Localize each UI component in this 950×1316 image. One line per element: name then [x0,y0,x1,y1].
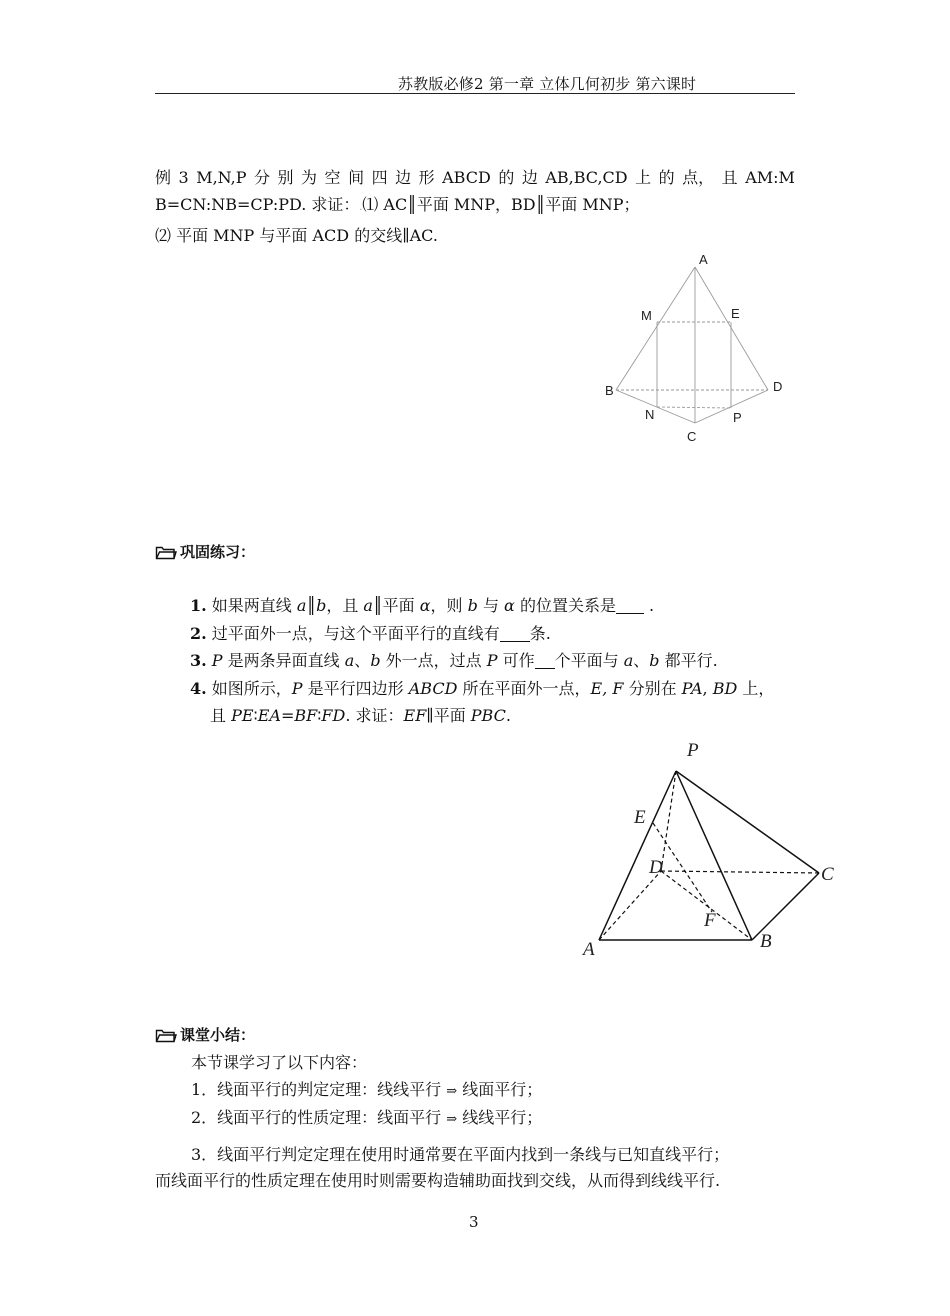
text: . 求证： [345,706,404,725]
var: b [370,651,381,670]
ex3-word: M,N,P [196,168,247,187]
text: 分别在 [623,678,682,698]
practice-item-1 [190,592,800,620]
text: 如图所示， [206,678,292,698]
practice-item-2 [190,620,800,648]
text: 如果两直线 [206,596,297,615]
text: 2．线面平行的性质定理：线面平行 [191,1108,442,1127]
edge-BC [752,873,819,940]
var: b [649,651,660,670]
var: b [467,596,478,615]
var: PE [231,706,254,725]
symbol: ∶ [317,706,322,725]
label-N: N [645,407,655,422]
edge-AB [616,267,695,390]
revision-marker: . [359,203,363,213]
header-rule [155,93,795,94]
implies-symbol: ⇒ [446,1083,458,1099]
answer-blank[interactable] [535,652,555,669]
ex3-word: 边 [521,168,538,187]
var: E, F [590,678,624,698]
ex3-word: 分 [254,168,271,187]
label-M: M [641,308,652,323]
var: EF [403,706,427,725]
ex3-word: 点， [682,168,715,187]
ex3-word: 为 [301,168,318,187]
text: ，则 [430,596,468,615]
edge-PA [599,771,676,940]
text: ∥平面 [426,706,471,725]
text: ║平面 [372,596,420,615]
summary-item-3-line-1: 3．线面平行判定定理在使用时通常要在平面内找到一条线与已知直线平行； [191,1144,730,1164]
ex3-word: AM:M [745,168,795,187]
ex3-word: 的 [658,168,675,187]
var: a [623,651,634,670]
var: α [504,596,515,615]
ex3-word: 的 [498,168,515,187]
var: BD [712,678,738,698]
segment-NP [657,407,731,408]
summary-section-title [155,1024,255,1045]
var: a [296,596,307,615]
text: 是平行四边形 [302,678,409,698]
edge-AD [599,871,661,940]
symbol: ║ [306,596,317,615]
label-A: A [583,939,595,960]
summary-title-text: 课堂小结： [180,1026,256,1044]
text: 上， [737,678,775,698]
label-B: B [605,383,614,398]
var: PA [681,678,703,698]
practice-item-3 [190,647,800,675]
label-D: D [649,857,663,878]
implies-symbol: ⇒ [446,1112,458,1127]
practice-list [190,592,800,730]
var: EA [257,706,281,725]
example-3-line-1 [155,164,795,191]
answer-blank[interactable] [616,597,644,614]
label-D: D [773,379,783,394]
summary-item-1 [155,1077,800,1106]
example-3-line-2 [155,191,795,222]
label-C: C [821,864,834,885]
edge-CD [695,390,768,423]
text: 且 [210,706,232,725]
var: a [363,596,373,615]
var: P [211,651,223,670]
pyramid-figure-2 [575,735,840,965]
item-number: 2. [190,623,207,643]
ex3-word: 形 [418,168,435,187]
folder-icon [155,544,177,560]
item-number: 1. [190,596,207,615]
page-number: 3 [469,1213,479,1231]
var: P [486,651,498,670]
text: . [643,596,655,615]
text: 是两条异面直线 [222,651,345,670]
text: 条. [529,623,551,643]
ex3-text: ⑴ AC║平面 MNP，BD║平面 MNP； [362,195,640,214]
ex3-word: 空 [324,168,341,187]
ex3-word: 四 [371,168,388,187]
summary-body [155,1050,800,1195]
ex3-word: ABCD [442,168,491,187]
text: 、 [354,651,371,670]
ex3-word: 间 [348,168,365,187]
label-P: P [733,410,742,425]
ex3-word: 上 [635,168,652,187]
var: P [291,678,303,698]
edge-PC [676,771,819,873]
var: b [316,596,327,615]
text: 的位置关系是 [514,596,616,615]
label-E: E [634,807,646,828]
text: , [702,678,713,698]
var: PBC [470,706,506,725]
var: BF [294,706,318,725]
text: 、 [633,651,650,670]
item-number: 4. [190,678,207,698]
practice-section-title [155,541,255,562]
example-3 [155,164,795,249]
text: 线面平行； [457,1079,543,1099]
page-header-title: 苏教版必修2 第一章 立体几何初步 第六课时 [398,75,697,93]
ex3-word: AB,BC,CD [545,168,628,187]
var: α [419,596,431,615]
example-3-line-3: ⑵ 平面 MNP 与平面 ACD 的交线∥AC. [155,226,438,245]
folder-icon [155,1027,177,1043]
summary-item-3-line-2: 而线面平行的性质定理在使用时则需要构造辅助面找到交线，从而得到线线平行. [155,1171,721,1190]
ex3-word: 且 [721,168,738,187]
edge-AD [695,267,768,390]
item-number: 3. [190,651,207,670]
practice-item-4-line-2 [190,702,800,730]
label-A: A [699,252,708,267]
text: . [505,706,511,725]
summary-item-2 [155,1105,800,1134]
label-E: E [731,306,740,321]
practice-item-4 [190,675,800,703]
label-P: P [687,740,699,761]
practice-title-text: 巩固练习： [180,543,256,561]
text: 1．线面平行的判定定理：线线平行 [191,1079,442,1099]
ex3-text: B=CN:NB=CP:PD. 求证： [155,195,360,214]
text: 外一点，过点 [380,651,487,670]
ex3-word: 边 [395,168,412,187]
text: 都平行. [659,651,718,670]
symbol: = [280,706,295,725]
var: a [344,651,355,670]
answer-blank[interactable] [500,625,530,642]
text: 过平面外一点，与这个平面平行的直线有 [206,623,500,643]
var: ABCD [408,678,458,698]
label-B: B [760,931,772,952]
edge-BC [616,390,695,423]
label-F: F [704,910,716,931]
label-C: C [687,429,697,444]
summary-intro: 本节课学习了以下内容： [191,1053,368,1072]
symbol: ∶ [253,706,258,725]
ex3-word: 3 [178,168,189,187]
ex3-word: 例 [155,168,172,187]
text: 可作 [497,651,535,670]
text: ，且 [326,596,364,615]
text: 个平面与 [554,651,624,670]
text: 所在平面外一点， [457,678,591,698]
tetrahedron-figure-1 [600,245,800,450]
var: FD [321,706,346,725]
text: 线线平行； [457,1108,543,1127]
ex3-word: 别 [277,168,294,187]
text: 与 [477,596,505,615]
